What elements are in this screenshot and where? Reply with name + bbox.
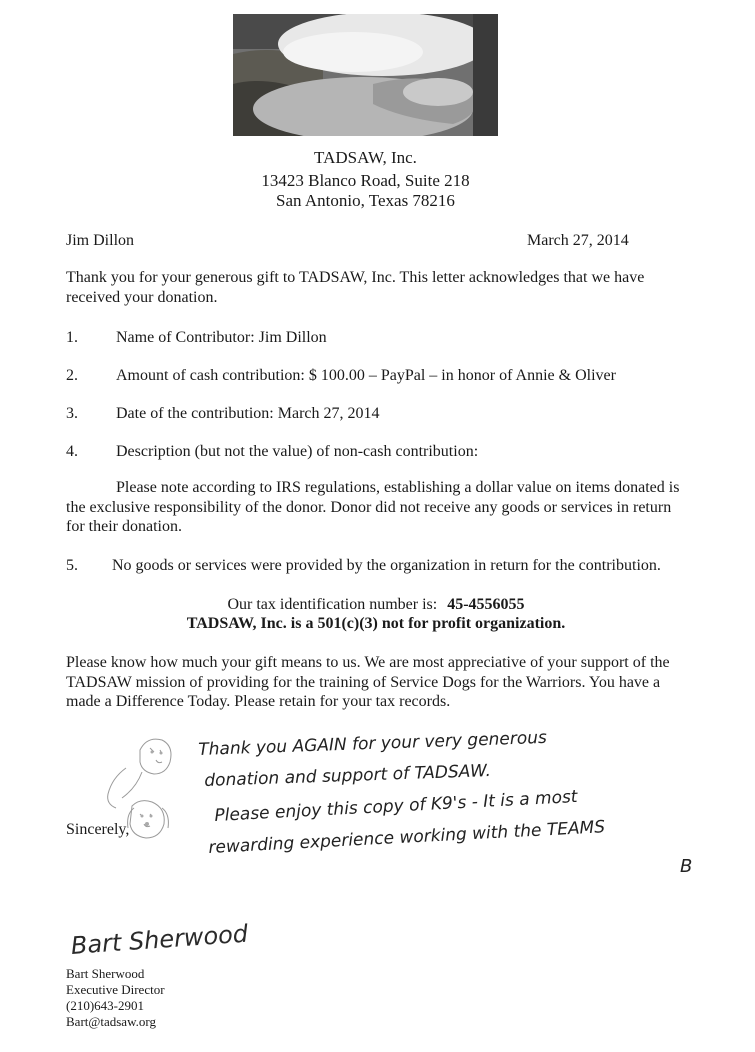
intro-paragraph: Thank you for your generous gift to TADSAW, Inc. This letter acknowledges that we have received your donation.: [66, 269, 645, 306]
item-2-number: 2.: [66, 367, 78, 384]
header-photo: [233, 14, 498, 136]
tax-id-line: [66, 596, 686, 614]
recipient-name: Jim Dillon: [66, 232, 135, 249]
org-name: TADSAW, Inc.: [314, 148, 417, 167]
nonprofit-statement: TADSAW, Inc. is a 501(c)(3) not for profit organization.: [186, 615, 566, 632]
handwritten-note-line-3: Please enjoy this copy of K9's - It is a most: [214, 786, 578, 826]
handwritten-note-line-1: Thank you AGAIN for your very generous: [198, 727, 548, 760]
signature: Bart Sherwood: [70, 919, 249, 960]
tax-id-number: 45-4556055: [447, 596, 525, 613]
handwritten-note-line-4: rewarding experience working with the TEAMS: [208, 817, 606, 858]
item-1-text: Name of Contributor: Jim Dillon: [116, 329, 327, 346]
signer-phone: (210)643-2901: [66, 998, 144, 1013]
irs-note: Please note according to IRS regulations, establishing a dollar value on items donated is the exclusive responsibility of the donor. Donor did not receive any goods or services in return for their donation.: [66, 479, 680, 535]
item-1-number: 1.: [66, 329, 78, 346]
handwritten-note-line-2: donation and support of TADSAW.: [204, 760, 492, 791]
signer-name: Bart Sherwood: [66, 966, 145, 981]
item-3-text: Date of the contribution: March 27, 2014: [116, 405, 380, 422]
item-5-text: No goods or services were provided by the organization in return for the contribution.: [112, 557, 661, 574]
signer-title: Executive Director: [66, 982, 165, 997]
item-5: [66, 556, 686, 576]
tax-id-label: Our tax identification number is:: [227, 596, 438, 613]
letter-date: March 27, 2014: [527, 232, 629, 249]
item-2-text: Amount of cash contribution: $ 100.00 – PayPal – in honor of Annie & Oliver: [116, 367, 616, 384]
address-line-1: 13423 Blanco Road, Suite 218: [261, 171, 470, 190]
signer-email: Bart@tadsaw.org: [66, 1014, 156, 1029]
item-5-number: 5.: [66, 557, 78, 574]
closing: Sincerely,: [66, 821, 130, 838]
hands-paw-image: [233, 14, 498, 136]
item-3-number: 3.: [66, 405, 78, 422]
item-4-number: 4.: [66, 443, 78, 460]
address-line-2: San Antonio, Texas 78216: [276, 191, 455, 210]
closing-paragraph: Please know how much your gift means to us. We are most appreciative of your support of the TADSAW mission of providing for the training of Service Dogs for the Warriors. You have a made a Difference Today. Please retain for your tax records.: [66, 654, 670, 710]
handwritten-initial: B: [680, 856, 693, 877]
item-4-text: Description (but not the value) of non-cash contribution:: [116, 443, 479, 460]
